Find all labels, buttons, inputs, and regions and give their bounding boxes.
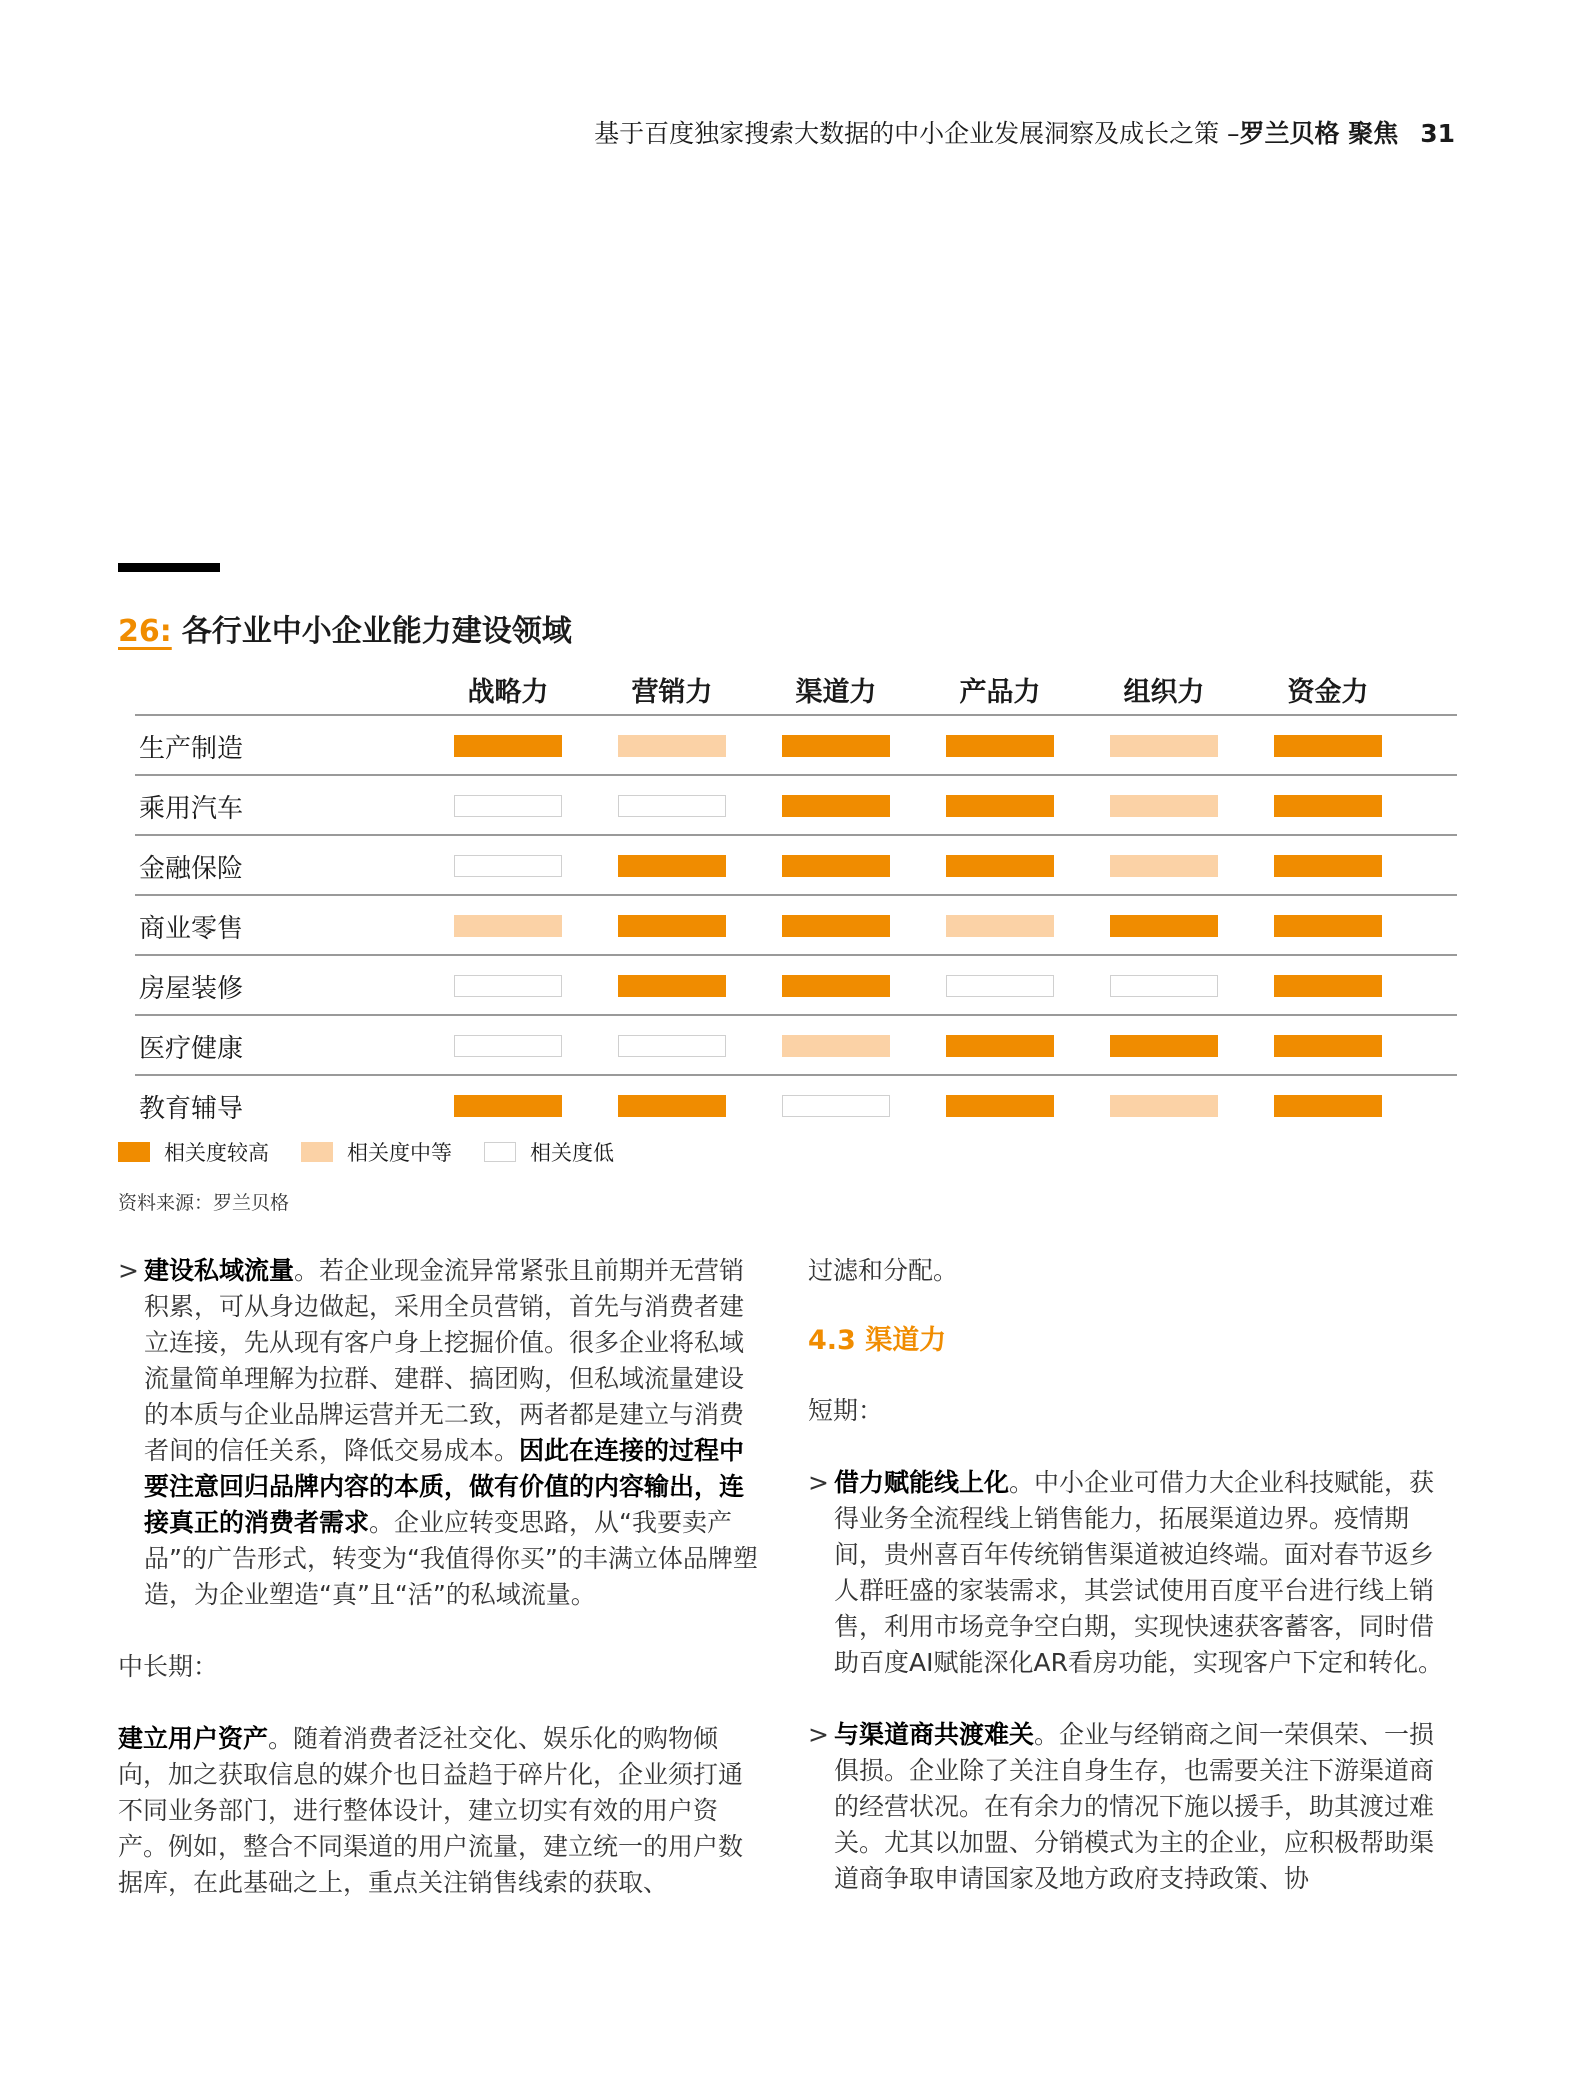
heatmap-cell	[946, 1035, 1054, 1057]
heatmap-cell	[782, 975, 890, 997]
heatmap-cell	[1274, 855, 1382, 877]
heatmap-cell	[782, 795, 890, 817]
heatmap-cell	[454, 855, 562, 877]
column-header: 营销力	[631, 677, 713, 708]
bullet-online-empowerment	[808, 1465, 1458, 1681]
heatmap-cell	[782, 915, 890, 937]
column-header: 资金力	[1287, 677, 1369, 708]
figure-title	[118, 606, 572, 650]
continued-text: 过滤和分配。	[808, 1256, 959, 1285]
heatmap-cell	[1274, 1035, 1382, 1057]
heatmap-cell	[1274, 915, 1382, 937]
heatmap-cell	[618, 735, 726, 757]
heatmap-cell	[454, 975, 562, 997]
legend-label: 相关度低	[530, 1141, 614, 1165]
heatmap-cell	[946, 855, 1054, 877]
heatmap-cell	[1110, 735, 1218, 757]
heatmap-cell	[1110, 975, 1218, 997]
bullet-heading: 与渠道商共渡难关	[834, 1720, 1035, 1749]
legend-label: 相关度中等	[347, 1141, 452, 1165]
bullet-marker: >	[808, 1468, 829, 1497]
figure-number: 26:	[118, 614, 172, 649]
heatmap-cell	[1110, 915, 1218, 937]
bullet-body: 。企业与经销商之间一荣俱荣、一损俱损。企业除了关注自身生存，也需要关注下游渠道商的经营状况。在有余力的情况下施以援手，助其渡过难关。尤其以加盟、分销模式为主的企业，应积极帮助渠道商争取申请国家及地方政府支持政策、协	[834, 1720, 1435, 1893]
column-header: 渠道力	[795, 677, 877, 708]
heatmap-row	[135, 836, 1457, 896]
heatmap-cell	[454, 735, 562, 757]
bullet-private-traffic	[118, 1253, 760, 1613]
bullet-body: 。若企业现金流异常紧张且前期并无营销积累，可从身边做起，采用全员营销，首先与消费者建立连接，先从现有客户身上挖掘价值。很多企业将私域流量简单理解为拉群、建群、搞团购，但私域流量建设的本质与企业品牌运营并无二致，两者都是建立与消费者间的信任关系，降低交易成本。	[144, 1256, 745, 1465]
legend-swatch	[484, 1142, 516, 1162]
bullet-body-cont: 。企业应转变思路，从“我要卖产品”的广告形式，转变为“我值得你买”的丰满立体品牌塑造，为企业塑造“真”且“活”的私域流量。	[144, 1508, 758, 1609]
legend-label: 相关度较高	[164, 1141, 269, 1165]
heatmap-row	[135, 956, 1457, 1016]
row-label: 房屋装修	[139, 974, 244, 1004]
page-number: 31	[1420, 119, 1455, 148]
heatmap-cell	[782, 1095, 890, 1117]
heatmap-cell	[1110, 1035, 1218, 1057]
heatmap-row	[135, 716, 1457, 776]
heatmap-cell	[618, 915, 726, 937]
short-term-label: 短期：	[808, 1396, 884, 1425]
paragraph-body: 。随着消费者泛社交化、娱乐化的购物倾向，加之获取信息的媒介也日益趋于碎片化，企业须打通不同业务部门，进行整体设计，建立切实有效的用户资产。例如，整合不同渠道的用户流量，建立统一的用户数据库，在此基础之上，重点关注销售线索的获取、	[118, 1724, 744, 1897]
column-header: 战略力	[467, 677, 549, 708]
heatmap-row	[135, 776, 1457, 836]
heatmap-legend	[118, 1137, 646, 1167]
heatmap-cell	[946, 795, 1054, 817]
heatmap-cell	[946, 735, 1054, 757]
heatmap-cell	[618, 1095, 726, 1117]
heatmap-header	[135, 662, 1457, 716]
heatmap-cell	[1274, 795, 1382, 817]
heatmap-cell	[1110, 795, 1218, 817]
heatmap-cell	[946, 975, 1054, 997]
row-label: 医疗健康	[139, 1034, 244, 1064]
heatmap-cell	[454, 1035, 562, 1057]
heatmap-row	[135, 1016, 1457, 1076]
heatmap-cell	[1110, 855, 1218, 877]
capability-heatmap	[135, 662, 1457, 1134]
heatmap-row	[135, 896, 1457, 956]
legend-swatch	[118, 1142, 150, 1162]
section-heading: 4.3 渠道力	[808, 1325, 947, 1356]
heatmap-cell	[454, 795, 562, 817]
heatmap-cell	[782, 855, 890, 877]
paragraph-user-assets	[118, 1721, 760, 1901]
paragraph-heading: 建立用户资产	[118, 1724, 269, 1753]
title-accent-bar	[118, 563, 220, 572]
bullet-emphasis: 因此在连接的过程中要注意回归品牌内容的本质，做有价值的内容输出，连接真正的消费者需求	[144, 1436, 745, 1537]
header-separator: –	[1227, 119, 1240, 148]
heatmap-cell	[618, 975, 726, 997]
left-column	[118, 1253, 760, 1901]
right-column	[808, 1253, 1458, 1897]
heatmap-cell	[946, 915, 1054, 937]
heatmap-cell	[454, 1095, 562, 1117]
heatmap-cell	[1274, 1095, 1382, 1117]
heatmap-cell	[946, 1095, 1054, 1117]
row-label: 金融保险	[139, 854, 244, 884]
heatmap-cell	[618, 855, 726, 877]
row-label: 商业零售	[139, 914, 244, 944]
legend-swatch	[301, 1142, 333, 1162]
heatmap-cell	[782, 1035, 890, 1057]
bullet-marker: >	[808, 1720, 829, 1749]
row-label: 生产制造	[139, 734, 244, 764]
bullet-body: 。中小企业可借力大企业科技赋能，获得业务全流程线上销售能力，拓展渠道边界。疫情期间，贵州喜百年传统销售渠道被迫终端。面对春节返乡人群旺盛的家装需求，其尝试使用百度平台进行线上销售，利用市场竞争空白期，实现快速获客蓄客，同时借助百度AI赋能深化AR看房功能，实现客户下定和转化。	[834, 1468, 1443, 1677]
header-brand: 罗兰贝格 聚焦	[1239, 119, 1399, 148]
page-header	[500, 114, 1455, 150]
figure-title-text: 各行业中小企业能力建设领域	[181, 614, 572, 649]
heatmap-cell	[618, 1035, 726, 1057]
header-title: 基于百度独家搜索大数据的中小企业发展洞察及成长之策	[594, 119, 1220, 148]
column-header: 组织力	[1123, 677, 1205, 708]
heatmap-cell	[782, 735, 890, 757]
bullet-channel-partners	[808, 1717, 1458, 1897]
heatmap-cell	[1110, 1095, 1218, 1117]
bullet-heading: 建设私域流量	[144, 1256, 295, 1285]
heatmap-cell	[454, 915, 562, 937]
column-header: 产品力	[959, 677, 1041, 708]
heatmap-cell	[1274, 735, 1382, 757]
heatmap-cell	[618, 795, 726, 817]
row-label: 教育辅导	[139, 1094, 244, 1124]
figure-source: 资料来源：罗兰贝格	[118, 1192, 290, 1214]
heatmap-row	[135, 1076, 1457, 1134]
row-label: 乘用汽车	[139, 794, 244, 824]
mid-long-term-label: 中长期：	[118, 1652, 219, 1681]
bullet-marker: >	[118, 1256, 139, 1285]
bullet-heading: 借力赋能线上化	[834, 1468, 1010, 1497]
heatmap-cell	[1274, 975, 1382, 997]
